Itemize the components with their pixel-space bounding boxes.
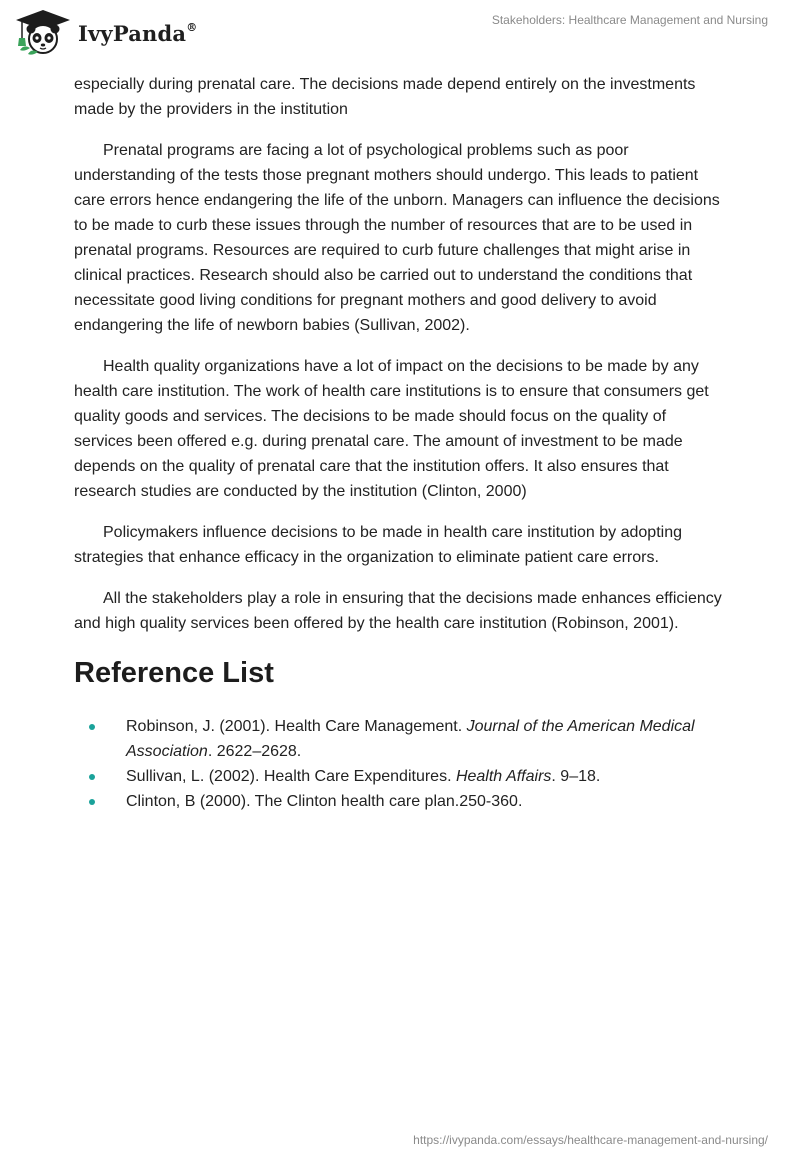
paragraph: Prenatal programs are facing a lot of psychological problems such as poor understanding of the tests those pregnant mothers should undergo. This leads to patient care errors hence endangering the life of the unborn. Managers can influence the decisions to be made to curb these issues through the number of resources that are to be used in prenatal programs. Resources are required to curb future challenges that might arise in clinical practices. Research should also be carried out to understand the conditions that necessitate good living conditions for pregnant mothers and good delivery to avoid endangering the life of newborn babies (Sullivan, 2002). <box>74 142 720 334</box>
trademark-symbol: ® <box>186 20 198 34</box>
essay-body <box>74 72 726 814</box>
bullet-icon <box>89 799 95 805</box>
page-header <box>0 0 800 60</box>
paragraph: All the stakeholders play a role in ensuring that the decisions made enhances efficiency and high quality services been offered by the health care institution (Robinson, 2001). <box>74 590 722 632</box>
panda-graduate-icon <box>14 8 72 56</box>
bullet-icon <box>89 774 95 780</box>
reference-item: Clinton, B (2000). The Clinton health care plan.250-360. <box>74 789 726 814</box>
paragraph: Policymakers influence decisions to be made in health care institution by adopting strategies that enhance efficacy in the organization to eliminate patient care errors. <box>74 524 682 566</box>
paragraph: especially during prenatal care. The decisions made depend entirely on the investments made by the providers in the institution <box>74 76 696 118</box>
ivypanda-logo[interactable] <box>14 8 197 56</box>
brand-name: IvyPanda® <box>78 20 198 46</box>
document-title: Stakeholders: Healthcare Management and Nursing <box>491 13 768 27</box>
reference-list-heading: Reference List <box>74 657 274 689</box>
bullet-icon <box>89 724 95 730</box>
paragraph: Health quality organizations have a lot of impact on the decisions to be made by any health care institution. The work of health care institutions is to ensure that consumers get quality goods and services. The decisions to be made should focus on the quality of services been offered e.g. during prenatal care. The amount of investment to be made depends on the quality of prenatal care that the institution offers. It also ensures that research studies are conducted by the institution (Clinton, 2000) <box>74 358 709 500</box>
reference-list <box>74 714 726 814</box>
reference-item: Robinson, J. (2001). Health Care Management. Journal of the American Medical Association. 2622–2628. <box>74 714 726 764</box>
source-url[interactable]: https://ivypanda.com/essays/healthcare-management-and-nursing/ <box>413 1133 768 1147</box>
reference-item: Sullivan, L. (2002). Health Care Expenditures. Health Affairs. 9–18. <box>74 764 726 789</box>
